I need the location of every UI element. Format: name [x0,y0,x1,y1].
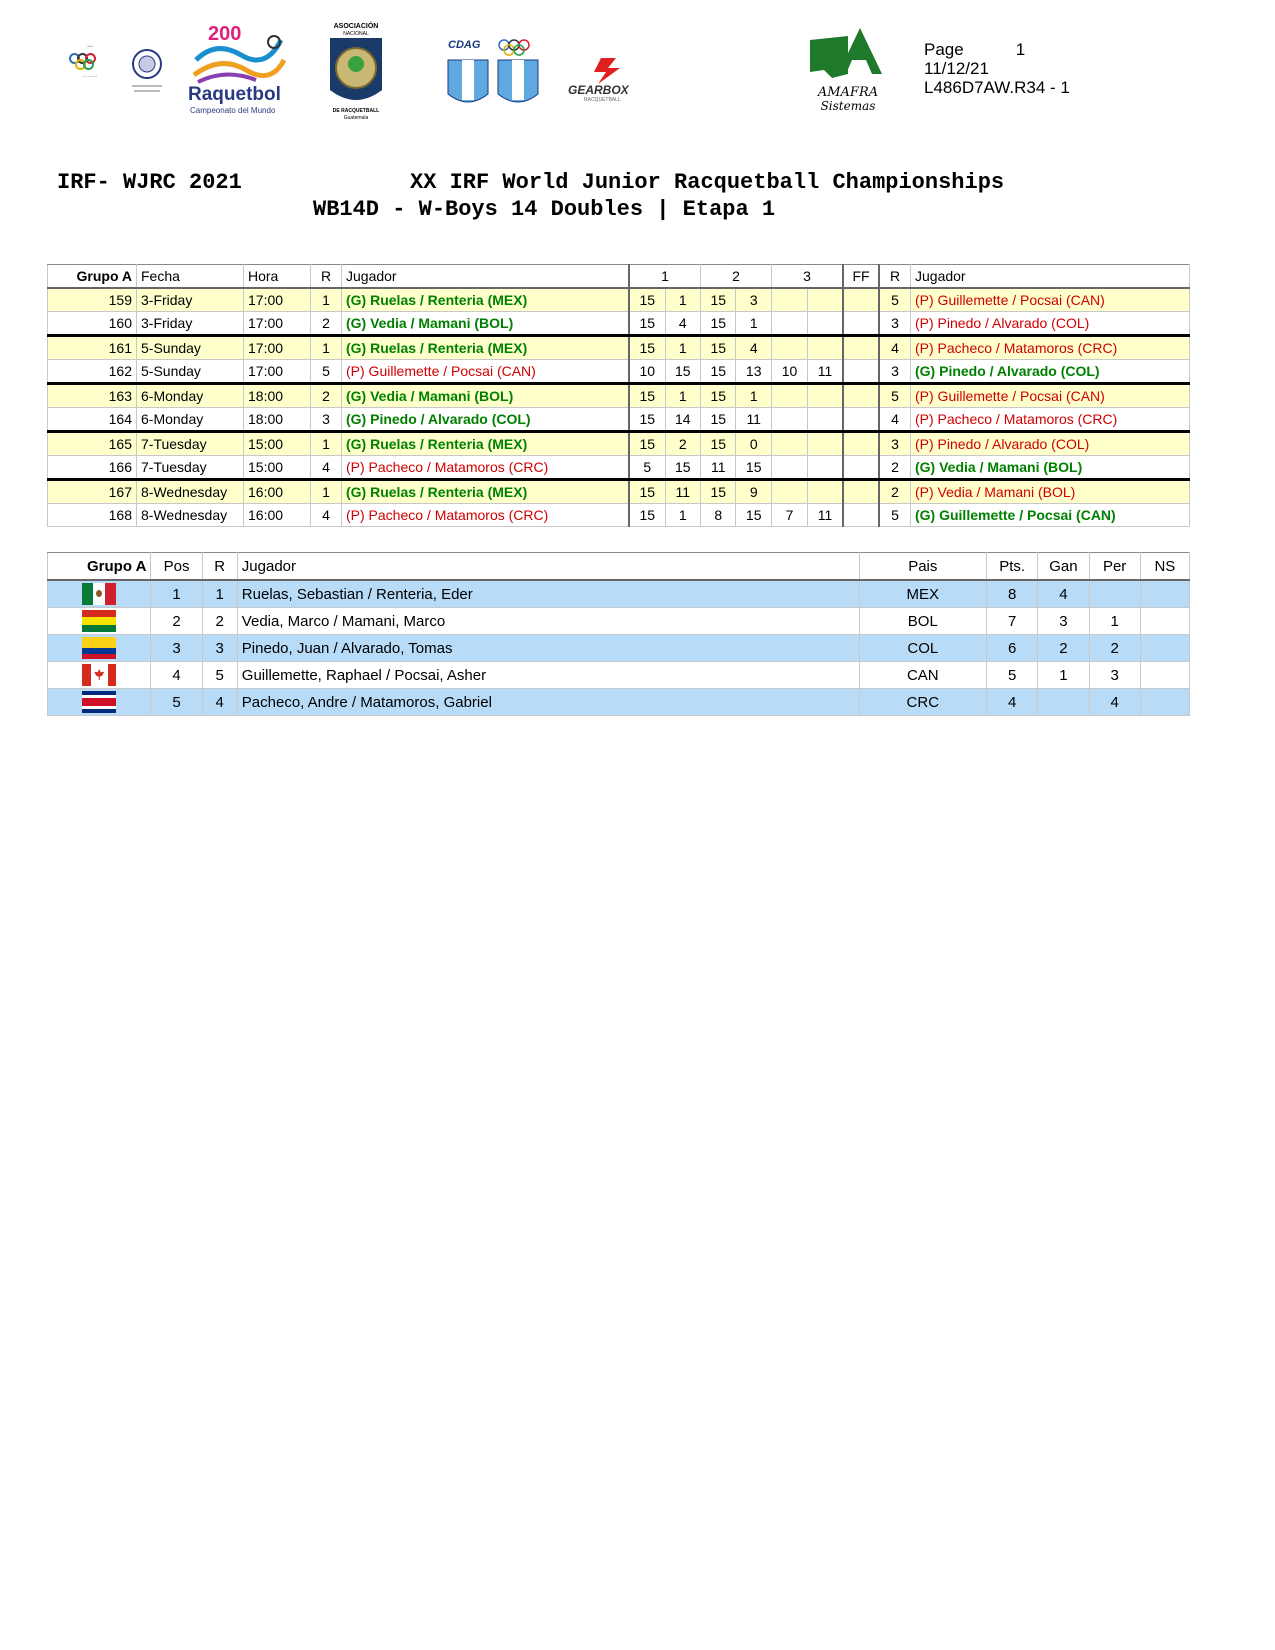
set-score: 15 [700,384,735,408]
standing-country: COL [859,635,987,662]
set-score [808,288,843,312]
player2-rank: 5 [879,384,911,408]
set-score [771,312,807,336]
player2-rank: 2 [879,480,911,504]
player2-rank: 4 [879,336,911,360]
col-rank: R [311,265,342,289]
player1-name: (P) Guillemette / Pocsai (CAN) [342,360,630,384]
standing-row [48,635,1190,662]
game-id: 163 [48,384,137,408]
svg-text:GEARBOX: GEARBOX [568,83,629,97]
page-info [924,40,1070,97]
player1-name: (G) Ruelas / Renteria (MEX) [342,336,630,360]
forfeit-cell [843,480,879,504]
player1-rank: 5 [311,360,342,384]
col-rank: R [202,553,237,581]
set-score: 15 [629,312,665,336]
standing-country: BOL [859,608,987,635]
game-time: 17:00 [244,288,311,312]
player1-name: (G) Vedia / Mamani (BOL) [342,384,630,408]
game-date: 3-Friday [137,312,244,336]
game-date: 5-Sunday [137,360,244,384]
player1-rank: 1 [311,336,342,360]
standing-pos: 3 [151,635,202,662]
col-won: Gan [1038,553,1089,581]
set-score: 9 [736,480,771,504]
standing-country: CAN [859,662,987,689]
set-score [771,288,807,312]
col-group: Grupo A [48,553,151,581]
standing-won: 1 [1038,662,1089,689]
forfeit-cell [843,456,879,480]
col-pos: Pos [151,553,202,581]
standing-rank: 3 [202,635,237,662]
set-score: 15 [700,336,735,360]
standing-row [48,608,1190,635]
set-score: 15 [700,288,735,312]
set-score: 10 [771,360,807,384]
svg-text:NACIONAL: NACIONAL [343,31,369,37]
set-score: 11 [808,504,843,527]
player2-name: (G) Vedia / Mamani (BOL) [911,456,1190,480]
set-score: 1 [665,336,700,360]
game-row [48,480,1190,504]
standing-points: 7 [987,608,1038,635]
set-score [808,456,843,480]
set-score: 15 [700,432,735,456]
set-score: 3 [736,288,771,312]
forfeit-cell [843,432,879,456]
standing-ns [1140,580,1189,608]
standing-points: 8 [987,580,1038,608]
flag-cell [48,580,151,608]
set-score [771,384,807,408]
standing-rank: 2 [202,608,237,635]
set-score: 15 [629,288,665,312]
set-score [771,336,807,360]
set-score [771,456,807,480]
col-ns: NS [1140,553,1189,581]
set-score: 11 [665,480,700,504]
forfeit-cell [843,288,879,312]
svg-text:Sistemas: Sistemas [820,99,876,113]
gearbox-logo [566,54,656,102]
set-score: 1 [665,504,700,527]
svg-text:CDAG: CDAG [448,39,481,51]
standing-player: Ruelas, Sebastian / Renteria, Eder [237,580,859,608]
game-time: 16:00 [244,480,311,504]
standing-won: 4 [1038,580,1089,608]
set-score: 5 [629,456,665,480]
game-row [48,504,1190,527]
set-score: 1 [665,384,700,408]
set-score: 14 [665,408,700,432]
player2-name: (G) Pinedo / Alvarado (COL) [911,360,1190,384]
set-score: 2 [665,432,700,456]
game-row [48,288,1190,312]
page-number: 1 [1015,40,1026,59]
player1-name: (G) Ruelas / Renteria (MEX) [342,480,630,504]
flag-cell [48,662,151,689]
set-score: 11 [808,360,843,384]
standings-header-row [48,553,1190,581]
set-score: 10 [629,360,665,384]
set-score: 1 [665,288,700,312]
player1-rank: 1 [311,432,342,456]
standing-ns [1140,635,1189,662]
set-score: 1 [736,312,771,336]
game-date: 7-Tuesday [137,456,244,480]
standing-country: MEX [859,580,987,608]
forfeit-cell [843,384,879,408]
game-id: 168 [48,504,137,527]
player1-name: (G) Ruelas / Renteria (MEX) [342,432,630,456]
game-date: 7-Tuesday [137,432,244,456]
set-score: 15 [629,408,665,432]
raquetbol-200-logo [186,20,290,124]
game-row [48,408,1190,432]
game-id: 162 [48,360,137,384]
player2-rank: 3 [879,360,911,384]
set-score: 11 [700,456,735,480]
game-date: 6-Monday [137,384,244,408]
game-time: 15:00 [244,456,311,480]
set-score [808,480,843,504]
player1-name: (P) Pacheco / Matamoros (CRC) [342,504,630,527]
svg-text:RACQUETBALL: RACQUETBALL [584,97,621,102]
player1-rank: 2 [311,312,342,336]
set-score: 15 [665,456,700,480]
player1-rank: 3 [311,408,342,432]
set-score [808,336,843,360]
division-title: WB14D - W-Boys 14 Doubles | Etapa 1 [313,197,776,222]
set-score [771,408,807,432]
flag-cell [48,608,151,635]
canada-flag-icon [82,664,116,686]
standing-ns [1140,662,1189,689]
standing-row [48,689,1190,716]
standing-won: 3 [1038,608,1089,635]
col-lost: Per [1089,553,1140,581]
forfeit-cell [843,360,879,384]
player1-rank: 4 [311,456,342,480]
standing-points: 5 [987,662,1038,689]
player2-name: (P) Pacheco / Matamoros (CRC) [911,336,1190,360]
set-score: 13 [736,360,771,384]
set-score: 15 [700,312,735,336]
set-score: 8 [700,504,735,527]
standings-table [47,552,1190,716]
standing-ns [1140,689,1189,716]
report-code: L486D7AW.R34 - 1 [924,78,1070,97]
game-id: 164 [48,408,137,432]
set-score: 15 [629,480,665,504]
col-ff: FF [843,265,879,289]
player1-name: (G) Pinedo / Alvarado (COL) [342,408,630,432]
standing-lost: 4 [1089,689,1140,716]
col-player2: Jugador [911,265,1190,289]
game-row [48,432,1190,456]
player1-name: (G) Vedia / Mamani (BOL) [342,312,630,336]
standing-player: Pinedo, Juan / Alvarado, Tomas [237,635,859,662]
standing-points: 4 [987,689,1038,716]
standing-pos: 4 [151,662,202,689]
event-code: IRF- WJRC 2021 [57,170,242,195]
standing-won [1038,689,1089,716]
game-row [48,336,1190,360]
standing-player: Vedia, Marco / Mamani, Marco [237,608,859,635]
set-score: 15 [629,504,665,527]
col-set3: 3 [771,265,843,289]
bolivia-flag-icon [82,610,116,632]
game-id: 160 [48,312,137,336]
game-id: 161 [48,336,137,360]
game-time: 16:00 [244,504,311,527]
games-body [48,288,1190,527]
page-label: Page [924,40,964,59]
svg-text:Guatemala: Guatemala [343,115,369,121]
col-country: Pais [859,553,987,581]
game-row [48,360,1190,384]
svg-text:DE RACQUETBALL: DE RACQUETBALL [332,108,380,114]
event-name: XX IRF World Junior Racquetball Championships [410,170,1005,195]
set-score: 15 [736,456,771,480]
standing-lost [1089,580,1140,608]
player2-name: (P) Guillemette / Pocsai (CAN) [911,288,1190,312]
forfeit-cell [843,312,879,336]
game-date: 6-Monday [137,408,244,432]
games-header-row [48,265,1190,289]
set-score: 15 [629,336,665,360]
set-score: 15 [629,432,665,456]
game-time: 18:00 [244,384,311,408]
player1-name: (P) Pacheco / Matamoros (CRC) [342,456,630,480]
game-time: 15:00 [244,432,311,456]
player1-rank: 4 [311,504,342,527]
standing-pos: 2 [151,608,202,635]
colombia-flag-icon [82,637,116,659]
player2-name: (P) Vedia / Mamani (BOL) [911,480,1190,504]
svg-text:AMAFRA: AMAFRA [817,85,879,100]
standing-lost: 2 [1089,635,1140,662]
svg-text:ASOCIACIÓN: ASOCIACIÓN [333,23,379,30]
set-score: 15 [665,360,700,384]
game-row [48,312,1190,336]
player2-rank: 2 [879,456,911,480]
svg-text:200: 200 [208,23,242,45]
game-id: 167 [48,480,137,504]
set-score [771,432,807,456]
forfeit-cell [843,408,879,432]
set-score: 4 [736,336,771,360]
set-score [771,480,807,504]
col-rank2: R [879,265,911,289]
standing-points: 6 [987,635,1038,662]
set-score: 15 [736,504,771,527]
col-set1: 1 [629,265,700,289]
player2-name: (P) Pinedo / Alvarado (COL) [911,312,1190,336]
costa-rica-flag-icon [82,691,116,713]
set-score: 0 [736,432,771,456]
mexico-flag-icon [82,583,116,605]
game-row [48,384,1190,408]
game-id: 165 [48,432,137,456]
player2-rank: 5 [879,504,911,527]
player2-name: (P) Pacheco / Matamoros (CRC) [911,408,1190,432]
olympic-committee-logo: ▫▫▫ ········· [66,44,114,100]
player1-name: (G) Ruelas / Renteria (MEX) [342,288,630,312]
player1-rank: 1 [311,288,342,312]
set-score: 15 [700,360,735,384]
game-id: 166 [48,456,137,480]
set-score [808,408,843,432]
flag-cell [48,635,151,662]
set-score: 1 [736,384,771,408]
player2-rank: 5 [879,288,911,312]
game-time: 17:00 [244,312,311,336]
player1-rank: 1 [311,480,342,504]
standing-row [48,662,1190,689]
set-score [808,384,843,408]
standing-player: Guillemette, Raphael / Pocsai, Asher [237,662,859,689]
game-row [48,456,1190,480]
col-group: Grupo A [48,265,137,289]
asociacion-racquetball-guatemala-logo [326,20,386,122]
set-score: 7 [771,504,807,527]
player2-rank: 4 [879,408,911,432]
standing-rank: 5 [202,662,237,689]
player1-rank: 2 [311,384,342,408]
col-time: Hora [244,265,311,289]
player2-name: (G) Guillemette / Pocsai (CAN) [911,504,1190,527]
standing-rank: 4 [202,689,237,716]
forfeit-cell [843,336,879,360]
player2-name: (P) Pinedo / Alvarado (COL) [911,432,1190,456]
set-score [808,432,843,456]
game-date: 3-Friday [137,288,244,312]
col-player: Jugador [237,553,859,581]
standing-ns [1140,608,1189,635]
svg-text:Raquetbol: Raquetbol [188,84,281,105]
standing-country: CRC [859,689,987,716]
forfeit-cell [843,504,879,527]
game-time: 17:00 [244,360,311,384]
set-score: 15 [629,384,665,408]
standing-won: 2 [1038,635,1089,662]
col-player: Jugador [342,265,630,289]
report-date: 11/12/21 [924,59,989,78]
flag-cell [48,689,151,716]
game-time: 17:00 [244,336,311,360]
amafra-sistemas-logo [802,24,894,116]
set-score: 15 [700,480,735,504]
game-date: 8-Wednesday [137,480,244,504]
standing-lost: 1 [1089,608,1140,635]
standing-pos: 5 [151,689,202,716]
set-score [808,312,843,336]
col-date: Fecha [137,265,244,289]
col-set2: 2 [700,265,771,289]
standing-rank: 1 [202,580,237,608]
sports-ministry-seal-icon [126,46,168,98]
player2-rank: 3 [879,312,911,336]
games-table [47,264,1190,527]
svg-text:Campeonato del Mundo: Campeonato del Mundo [190,106,276,115]
game-date: 8-Wednesday [137,504,244,527]
standing-row [48,580,1190,608]
game-id: 159 [48,288,137,312]
cdag-guatemala-logo [446,38,546,110]
set-score: 11 [736,408,771,432]
standing-pos: 1 [151,580,202,608]
player2-rank: 3 [879,432,911,456]
standings-body [48,580,1190,716]
player2-name: (P) Guillemette / Pocsai (CAN) [911,384,1190,408]
set-score: 15 [700,408,735,432]
set-score: 4 [665,312,700,336]
standing-lost: 3 [1089,662,1140,689]
standing-player: Pacheco, Andre / Matamoros, Gabriel [237,689,859,716]
game-date: 5-Sunday [137,336,244,360]
game-time: 18:00 [244,408,311,432]
col-pts: Pts. [987,553,1038,581]
